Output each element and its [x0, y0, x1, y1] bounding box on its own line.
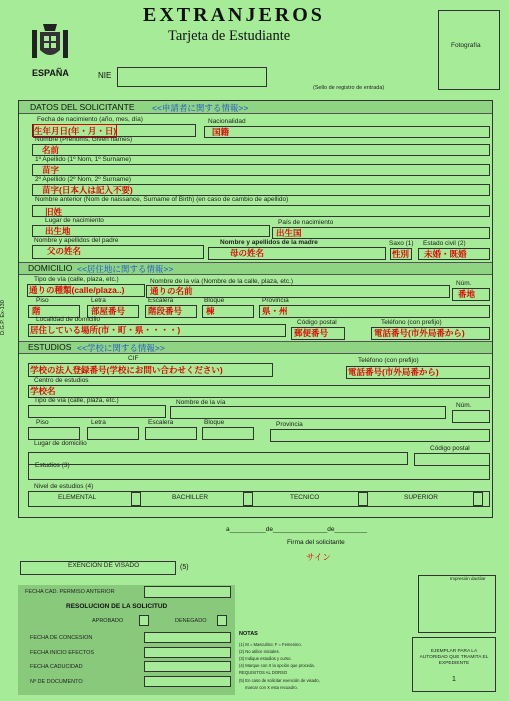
- approved-label: APROBADO: [92, 618, 124, 624]
- birthcountry-label: País de nacimiento: [278, 219, 334, 226]
- signature-value: サイン: [306, 552, 331, 562]
- mother-value: 母の姓名: [230, 248, 265, 258]
- nationality-value: 国籍: [212, 127, 230, 137]
- cif-value: 学校の法人登録番号(学校にお問い合わせください): [30, 365, 223, 375]
- applicant-heading: DATOS DEL SOLICITANTE: [30, 102, 135, 112]
- studies-block-field[interactable]: [202, 427, 254, 440]
- studies-letter-label: Letra: [91, 419, 106, 426]
- dom-floor-value: 階: [32, 306, 41, 316]
- dob-value: 生年月日(年・月・日): [34, 126, 117, 136]
- studies-stair-field[interactable]: [145, 427, 197, 440]
- dom-num-value: 番地: [458, 289, 476, 299]
- resolution-title: RESOLUCION DE LA SOLICITUD: [66, 603, 168, 610]
- coat-of-arms-icon: [30, 22, 70, 64]
- denied-checkbox[interactable]: [217, 615, 227, 626]
- concession-field[interactable]: [144, 632, 231, 643]
- studies-phone-value: 電話番号(市外局番から): [348, 367, 439, 377]
- dom-stair-value: 階段番号: [148, 306, 183, 316]
- studies-phone-label: Teléfono (con prefijo): [358, 357, 419, 364]
- applicant-heading-jp: <<申請者に関する情報>>: [152, 103, 249, 113]
- dob-label: Fecha de nacimiento (año, mes, día): [37, 116, 143, 123]
- level-tecnico: TECNICO: [290, 494, 320, 501]
- studies-heading-jp: <<学校に関する情報>>: [77, 343, 165, 353]
- expiry-label: FECHA CADUCIDAD: [30, 664, 83, 670]
- studies-letter-field[interactable]: [87, 427, 139, 440]
- note-1: (1) M = Masculino; F = Femenino.: [239, 642, 302, 647]
- dom-province-label: Provincia: [262, 297, 289, 304]
- birthcountry-field[interactable]: [272, 227, 490, 239]
- side-code: D.G.P. Ex-130: [0, 300, 6, 335]
- visa-exemption-note: (5): [180, 564, 189, 571]
- docnum-label: Nº DE DOCUMENTO: [30, 679, 83, 685]
- photo-label: Fotografía: [451, 42, 481, 49]
- surname2-label: 2º Apellido (2º Nom, 2º Surname): [35, 176, 131, 183]
- dom-via-name-label: Nombre de la vía (Nombre de la calle, plaza, etc.): [150, 278, 294, 285]
- name-field[interactable]: [32, 144, 490, 156]
- fingerprint-box: [418, 575, 496, 633]
- level-elemental-checkbox[interactable]: [131, 492, 141, 506]
- birthcountry-value: 出生国: [276, 228, 302, 238]
- birthplace-value: 出生地: [45, 226, 71, 236]
- note-5: REQUISITOS AL DORSO: [239, 670, 288, 675]
- nie-field[interactable]: [117, 67, 267, 87]
- studies-locality-label: Lugar de domicilio: [34, 440, 87, 447]
- father-label: Nombre y apellidos del padre: [34, 237, 119, 244]
- studies-num-field[interactable]: [452, 410, 490, 423]
- notes-title: NOTAS: [239, 631, 258, 637]
- note-4: (4) Marque con X la opción que proceda.: [239, 663, 315, 668]
- name-value: 名前: [42, 145, 60, 155]
- note-3: (3) Indique estudios y curso.: [239, 656, 292, 661]
- visa-exemption-label: EXENCIÓN DE VISADO: [68, 562, 140, 569]
- mother-label: Nombre y apellidos de la madre: [220, 239, 318, 246]
- form-subtitle: Tarjeta de Estudiante: [168, 28, 291, 44]
- note-6: (5) En caso de solicitar exención de visado,: [239, 678, 320, 683]
- sex-value: 性別: [392, 249, 410, 259]
- studies-province-field[interactable]: [270, 429, 490, 442]
- center-label: Centro de estudios: [34, 377, 89, 384]
- nationality-label: Nacionalidad: [208, 118, 246, 125]
- signature-label: Firma del solicitante: [287, 539, 345, 546]
- approved-checkbox[interactable]: [139, 615, 149, 626]
- level-bachiller: BACHILLER: [172, 494, 209, 501]
- dom-stair-label: Escalera: [148, 297, 174, 304]
- birthplace-label: Lugar de nacimiento: [45, 217, 104, 224]
- center-value: 学校名: [30, 386, 56, 396]
- dom-via-type-value: 通りの種類(calle/plaza..): [29, 285, 125, 295]
- start-label: FECHA INICIO EFECTOS: [30, 650, 95, 656]
- note-2: (2) No utilice iniciales.: [239, 649, 280, 654]
- studies-floor-field[interactable]: [28, 427, 80, 440]
- fingerprint-label: Impresión dactilar: [450, 576, 486, 581]
- studies-num-label: Núm.: [456, 402, 472, 409]
- surname1-value: 苗字: [42, 165, 60, 175]
- expiry-field[interactable]: [144, 661, 231, 672]
- level-superior-checkbox[interactable]: [473, 492, 483, 506]
- former-name-field[interactable]: [32, 205, 490, 217]
- studies-heading: ESTUDIOS: [28, 342, 72, 352]
- surname1-field[interactable]: [32, 164, 490, 176]
- studies-via-name-field[interactable]: [170, 406, 446, 419]
- photo-box: [438, 10, 500, 90]
- former-name-label: Nombre anterior (Nom de naissance, Surname of Birth) (en caso de cambio de apellido): [35, 196, 289, 203]
- cif-label: CIF: [128, 355, 139, 362]
- prev-permit-field[interactable]: [144, 586, 231, 598]
- studies-block-label: Bloque: [204, 419, 225, 426]
- father-value: 父の姓名: [47, 246, 82, 256]
- domicile-heading: DOMICILIO: [28, 263, 73, 273]
- dom-province-value: 県・州: [262, 306, 288, 316]
- nie-label: NIE: [98, 71, 112, 80]
- note-7: marcar con X esta recuadro.: [245, 685, 298, 690]
- copy-number: 1: [452, 676, 456, 683]
- dom-letter-label: Letra: [91, 297, 106, 304]
- surname2-value: 苗字(日本人は記入不要): [42, 185, 133, 195]
- studies-postal-label: Código postal: [430, 445, 470, 452]
- prev-permit-label: FECHA CAD. PERMISO ANTERIOR: [25, 589, 115, 595]
- concession-label: FECHA DE CONCESION: [30, 635, 93, 641]
- country-label: ESPAÑA: [32, 68, 69, 78]
- dom-province-field[interactable]: [259, 305, 490, 318]
- level-superior: SUPERIOR: [404, 494, 438, 501]
- dom-locality-label: Localidad de domicilio: [36, 316, 100, 323]
- studies-field[interactable]: [28, 456, 490, 480]
- form-title: EXTRANJEROS: [143, 4, 325, 26]
- docnum-field[interactable]: [144, 676, 231, 687]
- level-tecnico-checkbox[interactable]: [358, 492, 368, 506]
- dom-block-label: Bloque: [204, 297, 225, 304]
- dom-locality-value: 居住している場所(市・町・県・・・・): [30, 325, 181, 335]
- dom-phone-value: 電話番号(市外局番から): [374, 328, 465, 338]
- level-label: Nivel de estudios (4): [34, 483, 94, 490]
- dom-floor-label: Piso: [36, 297, 49, 304]
- studies-floor-label: Piso: [36, 419, 49, 426]
- start-field[interactable]: [144, 647, 231, 658]
- nationality-field[interactable]: [204, 126, 490, 138]
- civil-label: Estado civil (2): [423, 240, 466, 247]
- dom-via-name-value: 通りの名前: [150, 286, 193, 296]
- dom-phone-label: Teléfono (con prefijo): [381, 319, 442, 326]
- dom-num-label: Núm.: [456, 280, 472, 287]
- dom-letter-value: 部屋番号: [91, 306, 126, 316]
- dom-via-type-label: Tipo de vía (calle, plaza, etc.): [34, 276, 119, 283]
- civil-value: 未婚・既婚: [424, 249, 467, 259]
- studies-province-label: Provincia: [276, 421, 303, 428]
- surname1-label: 1º Apellido (1º Nom, 1º Surname): [35, 156, 131, 163]
- level-bachiller-checkbox[interactable]: [243, 492, 253, 506]
- studies-label: Estudios (3): [35, 462, 70, 469]
- stamp-label: (Sello de registro de entrada): [313, 85, 385, 91]
- signature-date-line: a__________de_______________de_________: [226, 526, 367, 533]
- copy-label: EJEMPLAR PARA LA AUTORIDAD QUE TRAMITA EL EXPEDIENTE: [419, 649, 489, 666]
- dom-postal-value: 郵便番号: [294, 328, 329, 338]
- former-name-value: 旧姓: [45, 207, 63, 217]
- dom-block-value: 棟: [206, 306, 215, 316]
- studies-via-type-field[interactable]: [28, 405, 166, 418]
- studies-stair-label: Escalera: [148, 419, 174, 426]
- name-label: Nombre (Prénoms, Given names): [35, 136, 133, 143]
- level-elemental: ELEMENTAL: [58, 494, 97, 501]
- dom-postal-label: Código postal: [297, 319, 337, 326]
- studies-via-type-label: Tipo de vía (calle, plaza, etc.): [34, 397, 119, 404]
- studies-via-name-label: Nombre de la vía: [176, 399, 226, 406]
- sex-label: Saxo (1): [389, 240, 414, 247]
- denied-label: DENEGADO: [175, 618, 207, 624]
- domicile-heading-jp: <<居住地に関する情報>>: [77, 264, 174, 274]
